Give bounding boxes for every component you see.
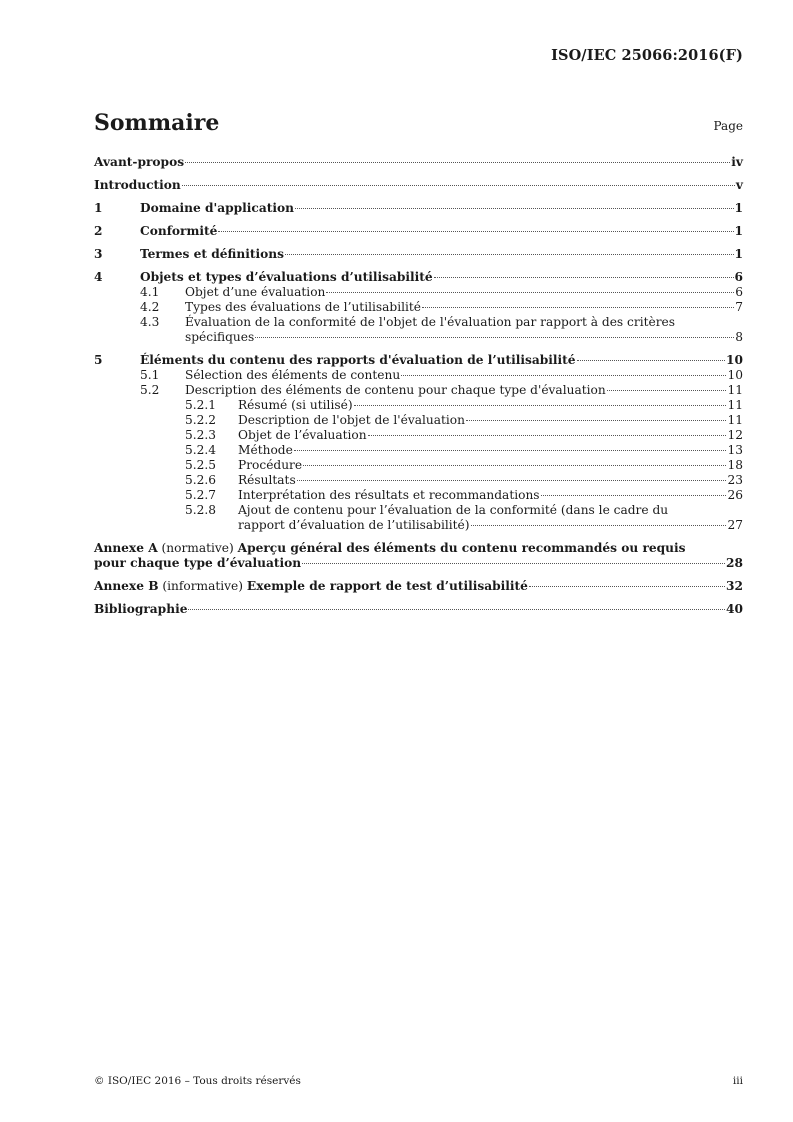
annex-prefix: Annexe A (94, 541, 158, 555)
dot-leader (466, 420, 727, 421)
dot-leader (218, 231, 733, 232)
toc-entry-number: 4.1 (140, 285, 160, 299)
toc-entry-page: 6 (735, 285, 743, 299)
copyright-notice: © ISO/IEC 2016 – Tous droits réservés (94, 1075, 301, 1087)
toc-entry-label: Avant-propos (94, 155, 185, 169)
page-title: Sommaire (94, 110, 220, 136)
toc-entry-page: 13 (727, 443, 743, 457)
toc-entry-label: Exemple de rapport de test d’utilisabilité (246, 579, 528, 593)
toc-entry-number: 5.2.4 (185, 443, 217, 457)
toc-entry-avant-propos[interactable] (94, 155, 743, 170)
toc-entry-number: 5.1 (140, 368, 160, 382)
annex-kind: (informative) (158, 579, 247, 593)
toc-entry-label-first-line: Évaluation de la conformité de l'objet de l'évaluation par rapport à des critères (185, 315, 676, 329)
dot-leader (294, 450, 727, 451)
dot-leader (297, 480, 727, 481)
toc-entry-label: Objet d’une évaluation (185, 285, 326, 299)
dot-leader (303, 465, 726, 466)
toc-entry-label: spécifiques (185, 330, 255, 344)
toc-entry-label: Interprétation des résultats et recommandations (238, 488, 540, 502)
toc-entry-page: 28 (726, 556, 743, 570)
dot-leader (607, 390, 727, 391)
toc-entry-page: 11 (727, 383, 743, 397)
toc-entry-label-first-line: Aperçu général des éléments du contenu recommandés ou requis (237, 541, 686, 555)
toc-entry-label: Objets et types d’évaluations d’utilisabilité (140, 270, 433, 284)
toc-entry-page: 12 (727, 428, 743, 442)
toc-entry-label: Sélection des éléments de contenu (185, 368, 401, 382)
toc-entry-number: 5.2.7 (185, 488, 217, 502)
toc-entry-number: 5.2.8 (185, 503, 217, 517)
toc-entry-label: Bibliographie (94, 602, 188, 616)
toc-entry-page: 8 (735, 330, 743, 344)
toc-entry-5-2-1[interactable] (94, 398, 743, 413)
toc-entry-page: 1 (734, 201, 743, 215)
toc-entry-page: 27 (727, 518, 743, 532)
toc-entry-4-3[interactable] (94, 315, 743, 345)
toc-entry-label: Conformité (140, 224, 218, 238)
toc-entry-page: 23 (727, 473, 743, 487)
toc-entry-5[interactable] (94, 353, 743, 368)
toc-entry-label: Procédure (238, 458, 303, 472)
toc-entry-page: 7 (735, 300, 743, 314)
dot-leader (368, 435, 727, 436)
toc-entry-number: 5.2.3 (185, 428, 217, 442)
toc-entry-5-2-7[interactable] (94, 488, 743, 503)
toc-entry-number: 5.2.1 (185, 398, 217, 412)
dot-leader (185, 162, 730, 163)
toc-entry-page: 40 (726, 602, 743, 616)
toc-entry-label: Domaine d'application (140, 201, 294, 215)
dot-leader (471, 525, 727, 526)
toc-entry-number: 5 (94, 353, 103, 367)
dot-leader (188, 609, 725, 610)
dot-leader (182, 185, 735, 186)
toc-entry-number: 1 (94, 201, 103, 215)
toc-entry-label: Description des éléments de contenu pour chaque type d'évaluation (185, 383, 606, 397)
toc-entry-number: 5.2.2 (185, 413, 217, 427)
toc-entry-page: v (735, 178, 743, 192)
toc-entry-4-2[interactable] (94, 300, 743, 315)
toc-entry-number: 3 (94, 247, 103, 261)
toc-entry-label: Description de l'objet de l'évaluation (238, 413, 465, 427)
toc-entry-label: Types des évaluations de l’utilisabilité (185, 300, 422, 314)
dot-leader (401, 375, 726, 376)
toc-entry-label: Objet de l’évaluation (238, 428, 367, 442)
dot-leader (302, 563, 725, 564)
toc-entry-5-1[interactable] (94, 368, 743, 383)
page-footer (94, 1075, 743, 1087)
dot-leader (255, 337, 734, 338)
toc-entry-number: 4.3 (140, 315, 160, 329)
toc-entry-page: iv (731, 155, 743, 169)
dot-leader (529, 586, 725, 587)
document-id: ISO/IEC 25066:2016(F) (551, 47, 743, 64)
toc-entry-number: 4.2 (140, 300, 160, 314)
dot-leader (434, 277, 734, 278)
annex-prefix: Annexe B (94, 579, 159, 593)
page-number: iii (732, 1075, 743, 1087)
toc-entry-page: 10 (726, 353, 743, 367)
toc-entry-label-first-line: Ajout de contenu pour l’évaluation de la conformité (dans le cadre du (238, 503, 669, 517)
toc-entry-label: Termes et définitions (140, 247, 284, 261)
dot-leader (422, 307, 734, 308)
toc-entry-label: pour chaque type d’évaluation (94, 556, 302, 570)
toc-entry-5-2[interactable] (94, 383, 743, 398)
toc-entry-number: 5.2.6 (185, 473, 217, 487)
toc-entry-page: 11 (727, 413, 743, 427)
page-column-label: Page (713, 119, 743, 133)
toc-entry-introduction[interactable] (94, 178, 743, 193)
toc-entry-number: 2 (94, 224, 103, 238)
toc-entry-bibliographie[interactable] (94, 602, 743, 617)
toc-entry-page: 32 (726, 579, 743, 593)
dot-leader (295, 208, 734, 209)
toc-entry-label: Éléments du contenu des rapports d'évaluation de l’utilisabilité (140, 353, 576, 367)
annex-kind: (normative) (157, 541, 238, 555)
toc-entry-page: 1 (734, 224, 743, 238)
toc-entry-label: Introduction (94, 178, 181, 192)
toc-entry-label: Résumé (si utilisé) (238, 398, 353, 412)
toc-entry-label: Résultats (238, 473, 296, 487)
toc-entry-number: 4 (94, 270, 103, 284)
dot-leader (354, 405, 727, 406)
toc-entry-page: 26 (727, 488, 743, 502)
toc-entry-label: rapport d’évaluation de l’utilisabilité) (238, 518, 470, 532)
toc-entry-number: 5.2.5 (185, 458, 217, 472)
toc-entry-5-2-8[interactable] (94, 503, 743, 533)
toc-entry-page: 6 (734, 270, 743, 284)
toc-entry-annexe-b[interactable] (94, 579, 743, 594)
toc-entry-5-2-6[interactable] (94, 473, 743, 488)
toc-entry-page: 1 (734, 247, 743, 261)
toc-entry-page: 11 (727, 398, 743, 412)
toc-entry-2[interactable] (94, 224, 743, 239)
dot-leader (541, 495, 727, 496)
toc-entry-3[interactable] (94, 247, 743, 262)
toc-entry-annexe-a[interactable] (94, 541, 743, 571)
toc-entry-5-2-4[interactable] (94, 443, 743, 458)
toc-entry-1[interactable] (94, 201, 743, 216)
dot-leader (577, 360, 726, 361)
dot-leader (326, 292, 734, 293)
toc-entry-5-2-3[interactable] (94, 428, 743, 443)
toc-entry-page: 10 (727, 368, 743, 382)
toc-entry-page: 18 (727, 458, 743, 472)
toc-entry-4-1[interactable] (94, 285, 743, 300)
toc-entry-5-2-5[interactable] (94, 458, 743, 473)
toc-entry-5-2-2[interactable] (94, 413, 743, 428)
toc-entry-number: 5.2 (140, 383, 160, 397)
toc-entry-4[interactable] (94, 270, 743, 285)
table-of-contents (94, 155, 743, 617)
toc-entry-label: Méthode (238, 443, 293, 457)
dot-leader (285, 254, 734, 255)
